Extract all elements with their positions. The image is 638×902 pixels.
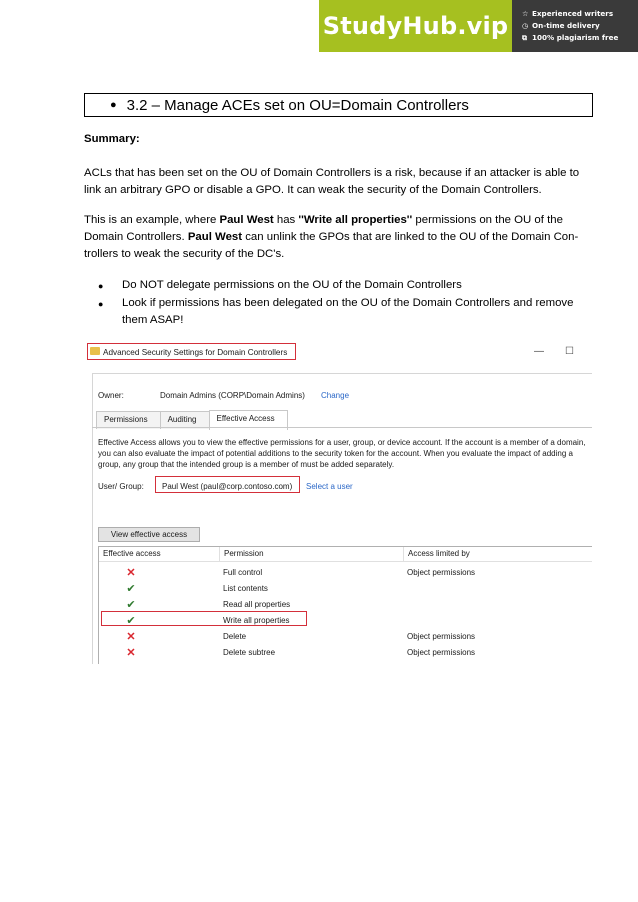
tab-divider (92, 427, 592, 428)
owner-label: Owner: (98, 391, 124, 400)
minimize-icon[interactable]: — (534, 346, 544, 357)
write-all-properties-highlight-box (101, 611, 307, 626)
permission-cell: Delete subtree (223, 648, 276, 657)
allow-icon: ✔ (126, 615, 136, 627)
limited-cell: Object permissions (407, 648, 476, 657)
table-row[interactable] (99, 565, 592, 581)
clock-icon: ◷ (522, 21, 529, 30)
view-effective-access-button[interactable]: View effective access (98, 527, 200, 542)
deny-icon: ✕ (126, 631, 136, 643)
feature-item: ☆ Experienced writers (522, 9, 614, 18)
table-row[interactable] (99, 581, 592, 597)
security-settings-screenshot (84, 340, 592, 664)
window-title: Advanced Security Settings for Domain Controllers (103, 348, 288, 357)
select-user-link[interactable]: Select a user (306, 482, 353, 491)
permission-cell: Full control (223, 568, 263, 577)
feature-item: ◷ On-time delivery (522, 21, 600, 30)
tab-auditing[interactable]: Auditing (160, 411, 210, 429)
limited-cell: Object permissions (407, 632, 476, 641)
deny-icon: ✕ (126, 647, 136, 659)
owner-value: Domain Admins (CORP\Domain Admins) (160, 391, 305, 400)
limited-cell: Object permissions (407, 568, 476, 577)
studyhub-banner[interactable] (319, 0, 638, 52)
heading-text: 3.2 – Manage ACEs set on OU=Domain Controllers (126, 96, 469, 114)
effective-access-table (98, 546, 592, 664)
window-titlebar (84, 340, 592, 366)
tab-effective-access[interactable]: Effective Access (209, 410, 288, 430)
bullet-icon: ● (98, 281, 104, 291)
summary-label: Summary: (84, 133, 140, 145)
allow-icon: ✔ (126, 583, 136, 595)
tab-bar (96, 411, 287, 428)
feature-item: ⧉ 100% plagiarism free (522, 33, 619, 42)
table-row[interactable] (99, 629, 592, 645)
bullet-icon: ● (110, 99, 117, 111)
allow-icon: ✔ (126, 599, 136, 611)
column-header-permission[interactable]: Permission (220, 547, 404, 561)
section-heading (84, 93, 593, 117)
bullet-icon: ● (98, 299, 104, 310)
permission-cell: Read all properties (223, 600, 291, 609)
permission-cell: List contents (223, 584, 268, 593)
copy-icon: ⧉ (522, 33, 528, 42)
maximize-icon[interactable]: ☐ (565, 346, 574, 357)
list-item: ● Do NOT delegate permissions on the OU of the Domain Controllers (98, 277, 594, 295)
deny-icon: ✕ (126, 567, 136, 579)
column-header-access-limited-by[interactable]: Access limited by (408, 549, 470, 558)
paragraph-1: ACLs that has been set on the OU of Domain Controllers is a risk, because if an attacker is able to link an arbitrary GPO or disable a GPO. It can weak the security of the Domain Controllers. (84, 167, 580, 197)
studyhub-logo: StudyHub.vip (319, 0, 512, 52)
user-group-label: User/ Group: (98, 482, 144, 491)
paragraph-2: This is an example, where Paul West has ''Write all properties'' permissions on the OU of the Domain Controllers. Paul West can unlink the GPOs that are linked to the OU of the Domain Con-trollers to weak the security of the DC's. (84, 214, 579, 261)
effective-access-description: Effective Access allows you to view the effective permissions for a user, group, or device account. If the account is a member of a domain, you can also evaluate the impact of potential additions to the security token for the account. When you evaluate the impact of adding a group, any group that the intended group is a member of must be added separately. (98, 438, 586, 469)
list-item: ● Look if permissions has been delegated on the OU of the Domain Controllers and remove them ASAP! (98, 295, 594, 329)
banner-features (512, 8, 638, 44)
user-group-value: Paul West (paul@corp.contoso.com) (162, 482, 293, 491)
recommendation-list (98, 277, 594, 330)
owner-change-link[interactable]: Change (321, 391, 350, 400)
tab-permissions[interactable]: Permissions (96, 411, 161, 429)
star-icon: ☆ (522, 9, 529, 18)
permission-cell: Delete (223, 632, 247, 641)
header-divider (99, 561, 592, 562)
permission-cell: Write all properties (223, 616, 290, 625)
table-row[interactable] (99, 645, 592, 661)
column-header-effective-access[interactable]: Effective access (99, 547, 220, 561)
